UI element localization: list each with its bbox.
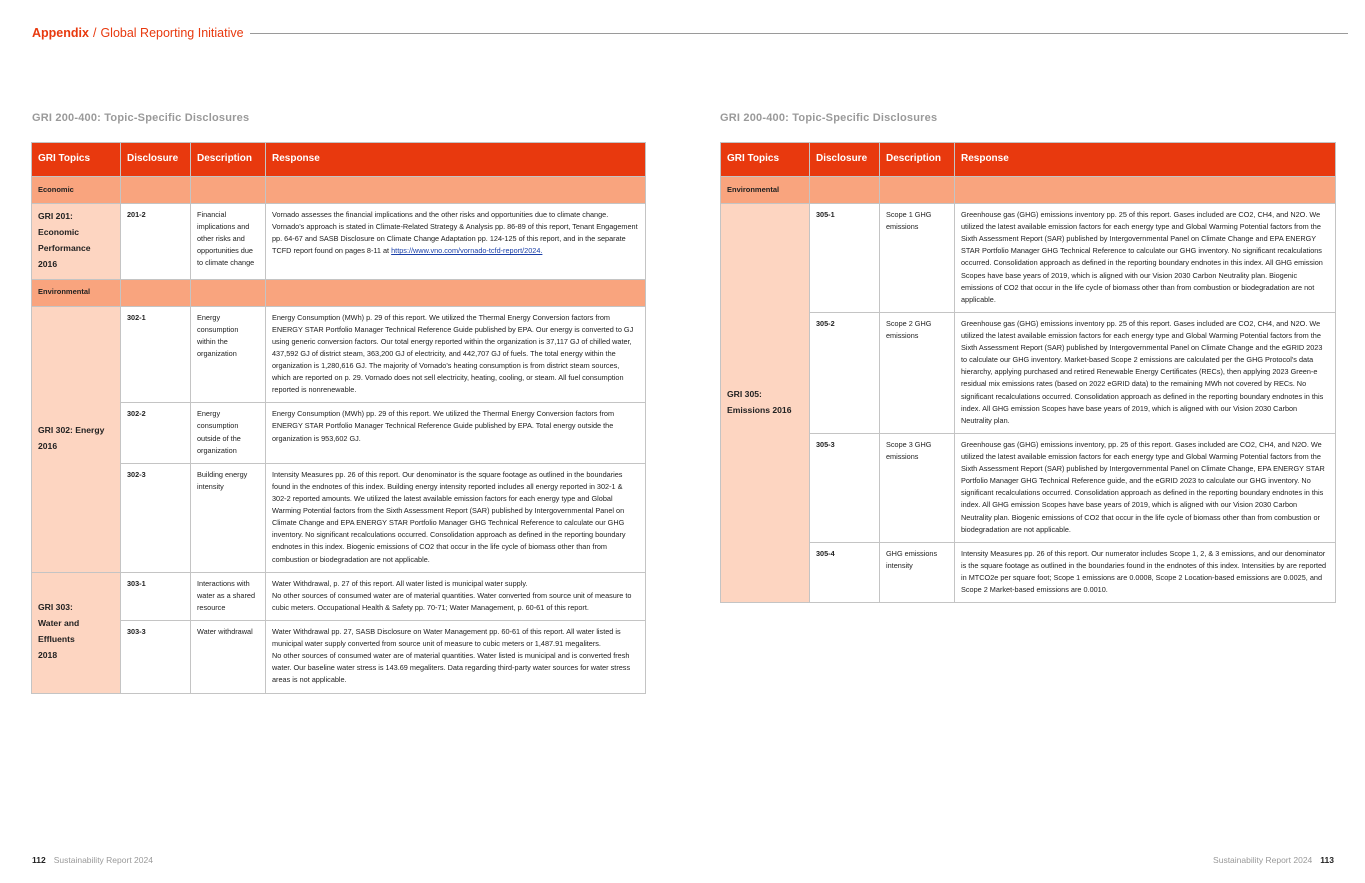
table-row: [32, 572, 646, 620]
disclosure-response: Greenhouse gas (GHG) emissions inventory pp. 25 of this report. Gases included are CO2, CH4, and N2O. We utilized the latest available emission factors for each energy type and Global Warming Potential factors from the Sixth Assessment Report (SAR) published by Intergovernmental Panel on Climate Change and the eGRID 2023 to calculate our GHG inventory. Market-based Scope 2 emissions are calculated per the GHG Protocol’s data hierarchy, applying purchased and retired Renewable Energy Certificates (RECs), then applying 2023 Green-e residual mix emissions rates (based on 2022 eGRID data) to the remaining MWh not covered by RECs. No significant recalculations occurred. Consolidation approach as defined in the reporting boundary endnotes in this index. All GHG emission Scopes have base years of 2019, which is aligned with our Vision 2030 Carbon Neutrality plan.: [955, 312, 1336, 433]
disclosure-response: Greenhouse gas (GHG) emissions inventory, pp. 25 of this report. Gases included are CO2, CH4, and N2O. We utilized the latest available emission factors for each energy type and Global Warming Potential factors from the Sixth Assessment Report (SAR) published by Intergovernmental Panel on Climate Change, EPA ENERGY STAR Portfolio Manager GHG Technical Reference guide, and the eGRID 2023 to calculate our GHG inventory. No significant recalculations occurred. Consolidation approach as defined in the reporting boundary endnotes in this index. All GHG emission Scopes have base years of 2019, which is aligned with our Vision 2030 Carbon Neutrality plan. Biogenic emissions of CO2 that occur in the life cycle of biomass other than from combustion or biodegradation are not applicable.: [955, 433, 1336, 542]
topic-gri-302: GRI 302: Energy 2016: [32, 306, 121, 572]
table-row: [32, 403, 646, 463]
disclosure-response: Vornado assesses the financial implications and the other risks and opportunities due to climate change. Vornado’s approach is stated in Climate-Related Strategy & Analysis pp. 86-89 of this report, Tenant Engagement pp. 64-67 and SASB Disclosure on Climate Change Adaptation pp. 124-125 of this report, and in the separate TCFD report found on pages 8-11 at https://www.vno.com/vornado-tcfd-report/2024.: [266, 204, 646, 280]
disclosure-code: 305-2: [810, 312, 880, 433]
col-header-disclosure: Disclosure: [121, 143, 191, 177]
breadcrumb-separator: /: [92, 26, 97, 40]
left-disclosure-table: [31, 142, 646, 694]
table-row: [32, 204, 646, 280]
topic-gri-303: GRI 303: Water and Effluents 2018: [32, 572, 121, 693]
left-section-title: GRI 200-400: Topic-Specific Disclosures: [32, 112, 250, 124]
disclosure-code: 305-1: [810, 204, 880, 313]
disclosure-code: 302-3: [121, 463, 191, 572]
category-row-environmental: [721, 177, 1336, 204]
page-number-right: 113: [1320, 855, 1334, 865]
disclosure-description: Financial implications and other risks and opportunities due to climate change: [191, 204, 266, 280]
footer-left: [32, 855, 153, 865]
disclosure-code: 201-2: [121, 204, 191, 280]
table-row: [32, 463, 646, 572]
disclosure-response: Energy Consumption (MWh) p. 29 of this report. We utilized the Thermal Energy Conversion factors from ENERGY STAR Portfolio Manager Technical Reference Guide published by EPA. Our energy is converted to GJ using generic conversion factors. Our total energy reported within the organization is 37,117 GJ of chilled water, 437,592 GJ of district steam, 363,200 GJ of electricity, and 442,707 GJ of fuels. The total energy within the organization is 1,280,616 GJ. The majority of Vornado’s heating consumption is from district steam sources, which are reported on p. 29. Vornado does not sell electricity, heating, cooling, or steam. All fuel consumption reported is nonrenewable.: [266, 306, 646, 403]
disclosure-code: 302-1: [121, 306, 191, 403]
col-header-description: Description: [191, 143, 266, 177]
disclosure-description: Water withdrawal: [191, 620, 266, 693]
category-label: Economic: [32, 177, 121, 204]
disclosure-response: Intensity Measures pp. 26 of this report. Our numerator includes Scope 1, 2, & 3 emissions, and our denominator is the square footage as outlined in the boundaries found in the endnotes of this index. Intensities by are reported in MTCO2e per square foot; Scope 1 emissions are 0.0008, Scope 2 Location-based emissions are 0.0025, and Scope 2 Market-based emissions are 0.0010.: [955, 542, 1336, 602]
footer-report-label: Sustainability Report 2024: [1213, 855, 1313, 865]
col-header-response: Response: [955, 143, 1336, 177]
disclosure-code: 303-1: [121, 572, 191, 620]
col-header-disclosure: Disclosure: [810, 143, 880, 177]
breadcrumb-section[interactable]: Appendix: [32, 26, 89, 40]
table-row: [32, 620, 646, 693]
disclosure-description: Scope 3 GHG emissions: [880, 433, 955, 542]
table-row: [721, 204, 1336, 313]
disclosure-response: Greenhouse gas (GHG) emissions inventory pp. 25 of this report. Gases included are CO2, CH4, and N2O. We utilized the latest available emission factors for each energy type and Global Warming Potential factors from the Sixth Assessment Report (SAR) published by Intergovernmental Panel on Climate Change and EPA ENERGY STAR Portfolio Manager GHG Technical Reference to calculate our GHG inventory. No significant recalculations occurred. Consolidation approach as defined in the reporting boundary endnotes in this index. All GHG emission Scopes have base years of 2019, which is aligned with our Vision 2030 Carbon Neutrality plan. Biogenic emissions of CO2 that occur in the life cycle of biomass other than from combustion or biodegradation are not applicable.: [955, 204, 1336, 313]
col-header-description: Description: [880, 143, 955, 177]
breadcrumb-page: Global Reporting Initiative: [100, 26, 244, 40]
category-row-environmental: [32, 279, 646, 306]
table-row: [32, 306, 646, 403]
table-row: [721, 542, 1336, 602]
table-header-row: [721, 143, 1336, 177]
table-row: [721, 312, 1336, 433]
disclosure-response: Intensity Measures pp. 26 of this report. Our denominator is the square footage as outlined in the boundaries found in the endnotes of this index. Building energy intensity reported includes all energy reported in 302-1 & 302-2 reported amounts. We utilized the latest available emission factors for each energy type and Global Warming Potential factors from the Sixth Assessment Report (SAR) published by Intergovernmental Panel on Climate Change and EPA ENERGY STAR Portfolio Manager GHG Technical Reference to calculate our GHG inventory. No significant recalculations occurred. Consolidation approach as defined in the reporting boundary endnotes in this index. Biogenic emissions of CO2 that occur in the life cycle of biomass other than from combustion or biodegradation are not applicable.: [266, 463, 646, 572]
disclosure-description: GHG emissions intensity: [880, 542, 955, 602]
disclosure-code: 305-3: [810, 433, 880, 542]
disclosure-code: 305-4: [810, 542, 880, 602]
table-header-row: [32, 143, 646, 177]
category-row-economic: [32, 177, 646, 204]
col-header-response: Response: [266, 143, 646, 177]
disclosure-description: Building energy intensity: [191, 463, 266, 572]
table-row: [721, 433, 1336, 542]
col-header-gri-topics: GRI Topics: [721, 143, 810, 177]
footer-report-label: Sustainability Report 2024: [53, 855, 153, 865]
topic-gri-201: GRI 201: Economic Performance 2016: [32, 204, 121, 280]
disclosure-description: Scope 2 GHG emissions: [880, 312, 955, 433]
disclosure-description: Energy consumption outside of the organization: [191, 403, 266, 463]
disclosure-response: Energy Consumption (MWh) pp. 29 of this report. We utilized the Thermal Energy Conversion factors from ENERGY STAR Portfolio Manager Technical Reference Guide published by EPA. Total energy outside the organization is 953,602 GJ.: [266, 403, 646, 463]
tcfd-report-link[interactable]: https://www.vno.com/vornado-tcfd-report/2024.: [391, 246, 543, 256]
footer-right: [1213, 855, 1334, 865]
category-label: Environmental: [721, 177, 810, 204]
page-number-left: 112: [32, 855, 46, 865]
disclosure-response: Water Withdrawal pp. 27, SASB Disclosure on Water Management pp. 60-61 of this report. All water listed is municipal water supply converted from source unit of measure to cubic meters or 1,487.91 megaliters. No other sources of consumed water are of material quantities. Water listed is municipal and is converted fresh water. Our baseline water stress is 143.69 megaliters. Data regarding third-party water sources for water stress areas is not applicable.: [266, 620, 646, 693]
right-disclosure-table: [720, 142, 1336, 603]
breadcrumb: [32, 26, 1348, 40]
disclosure-description: Energy consumption within the organization: [191, 306, 266, 403]
disclosure-code: 302-2: [121, 403, 191, 463]
disclosure-description: Scope 1 GHG emissions: [880, 204, 955, 313]
category-label: Environmental: [32, 279, 121, 306]
disclosure-response: Water Withdrawal, p. 27 of this report. All water listed is municipal water supply. No other sources of consumed water are of material quantities. Water converted from source unit of measure to cubic meters. Occupational Health & Safety pp. 70-71; Water Management, p. 60-61 of this report.: [266, 572, 646, 620]
disclosure-code: 303-3: [121, 620, 191, 693]
disclosure-description: Interactions with water as a shared resource: [191, 572, 266, 620]
header-rule: [250, 33, 1348, 34]
right-section-title: GRI 200-400: Topic-Specific Disclosures: [720, 112, 938, 124]
col-header-gri-topics: GRI Topics: [32, 143, 121, 177]
topic-gri-305: GRI 305: Emissions 2016: [721, 204, 810, 603]
